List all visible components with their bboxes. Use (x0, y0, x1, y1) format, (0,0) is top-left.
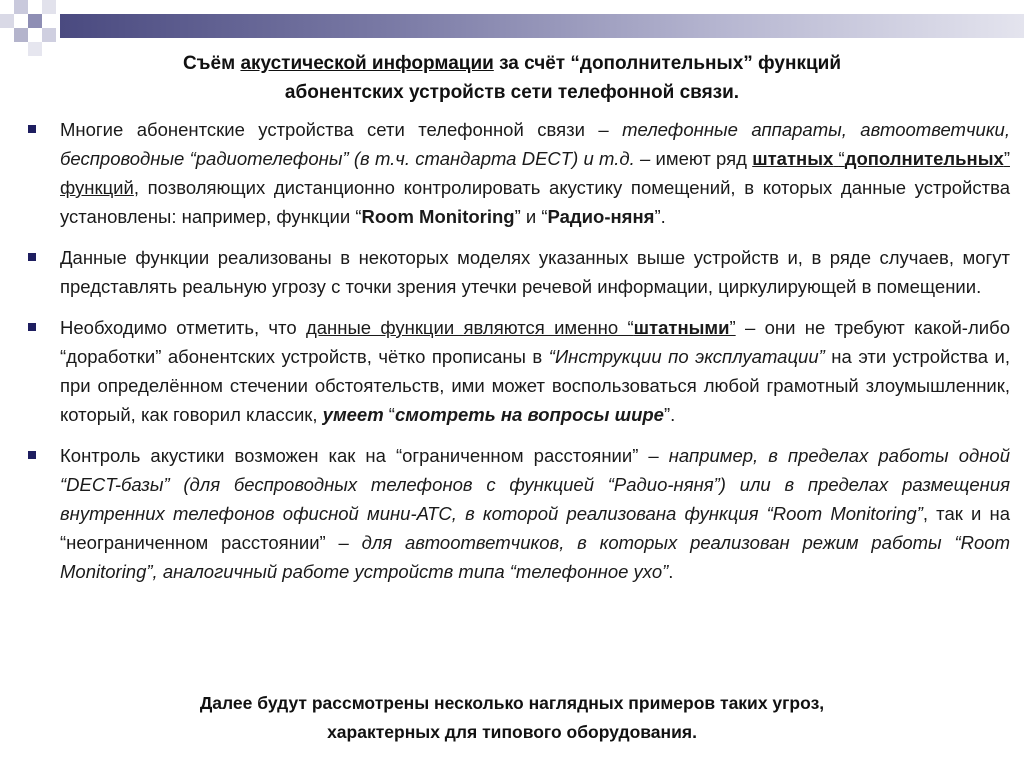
text-span: , позволяющих дистанционно контролировать акустику помещений, в которых данные устройства установлены: например, функции “ (60, 177, 1010, 227)
bold-span: штатных (752, 148, 834, 169)
deco-square (28, 14, 42, 28)
list-item (22, 115, 1010, 231)
closing-line-1: Далее будут рассмотрены несколько наглядных примеров таких угроз, (199, 693, 825, 713)
text-span: имеют ряд (650, 148, 753, 169)
list-item (22, 313, 1010, 429)
text-span: “ (383, 404, 395, 425)
text-span: – они не требуют какой-либо “доработки” абонентских устройств, чётко прописаны в (60, 317, 1010, 367)
bold-span: дополнительных (844, 148, 1004, 169)
text-span: ” функций (60, 148, 1010, 198)
square-bullet-icon (28, 125, 36, 133)
title-line-1 (40, 49, 984, 78)
text-span: Многие абонентские устройства сети телефонной связи – (60, 119, 623, 140)
italic-span: телефонные аппараты, автоответчики, беспроводные “радиотелефоны” (в т.ч. стандарта DECT) и т.д. – (60, 119, 1010, 169)
text-span: “ (838, 148, 845, 169)
slide-title (40, 49, 984, 107)
title-line-2: абонентских устройств сети телефонной связи. (284, 82, 740, 103)
closing-line-2: характерных для типового оборудования. (327, 722, 697, 742)
list-item-text (60, 115, 1010, 231)
deco-square (0, 14, 14, 28)
title-text: Съём (182, 53, 241, 74)
bold-italic-span: умеет (322, 404, 384, 425)
text-span: ” и “ (514, 206, 548, 227)
bold-span: Радио-няня (547, 206, 655, 227)
closing-note (40, 689, 984, 747)
list-item-text (60, 441, 1010, 586)
text-span: данные функции являются именно “ (305, 317, 634, 338)
bold-span: штатными (633, 317, 730, 338)
deco-square (14, 28, 28, 42)
deco-square (42, 28, 56, 42)
italic-span: для автоответчиков, в которых реализован режим работы “Room Monitoring”, аналогичный работе устройств типа “телефонное ухо” (60, 532, 1010, 582)
list-item-text (60, 313, 1010, 429)
italic-span: “Инструкции по эксплуатации” (548, 346, 825, 367)
text-span: ”. (663, 404, 676, 425)
text-span: на эти устройства и, при определённом стечении обстоятельств, ими может воспользоваться любой грамотный злоумышленник, который, как говорил классик, (60, 346, 1010, 425)
text-span: . (668, 561, 674, 582)
bullet-list (22, 115, 1010, 598)
text-span: ” (729, 317, 736, 338)
text-span: ”. (654, 206, 666, 227)
deco-square (42, 0, 56, 14)
bold-italic-span: смотреть на вопросы шире (394, 404, 664, 425)
header-gradient-bar (60, 14, 1024, 38)
title-text: за счёт “дополнительных” функций (493, 53, 842, 74)
list-item-text: Данные функции реализованы в некоторых моделях указанных выше устройств и, в ряде случаев, могут представлять реальную угрозу с точки зрения утечки речевой информации, циркулирующей в помещении. (60, 247, 1010, 297)
text-span: , так и на “неограниченном расстоянии” – (60, 503, 1011, 553)
title-underlined: акустической информации (240, 53, 494, 74)
bold-span: Room Monitoring (361, 206, 515, 227)
square-bullet-icon (28, 323, 36, 331)
square-bullet-icon (28, 253, 36, 261)
square-bullet-icon (28, 451, 36, 459)
text-span: Необходимо отметить, что (60, 317, 306, 338)
list-item (22, 243, 1010, 301)
text-span: Контроль акустики возможен как на “ограниченном расстоянии” – (60, 445, 669, 466)
list-item (22, 441, 1010, 586)
italic-span: например, в пределах работы одной “DECT-базы” (для беспроводных телефонов с функцией “Радио-няня”) или в пределах размещения внутренних телефонов офисной мини-АТС, в которой реализована функция “Room Monitoring” (60, 445, 1010, 524)
deco-square (14, 0, 28, 14)
